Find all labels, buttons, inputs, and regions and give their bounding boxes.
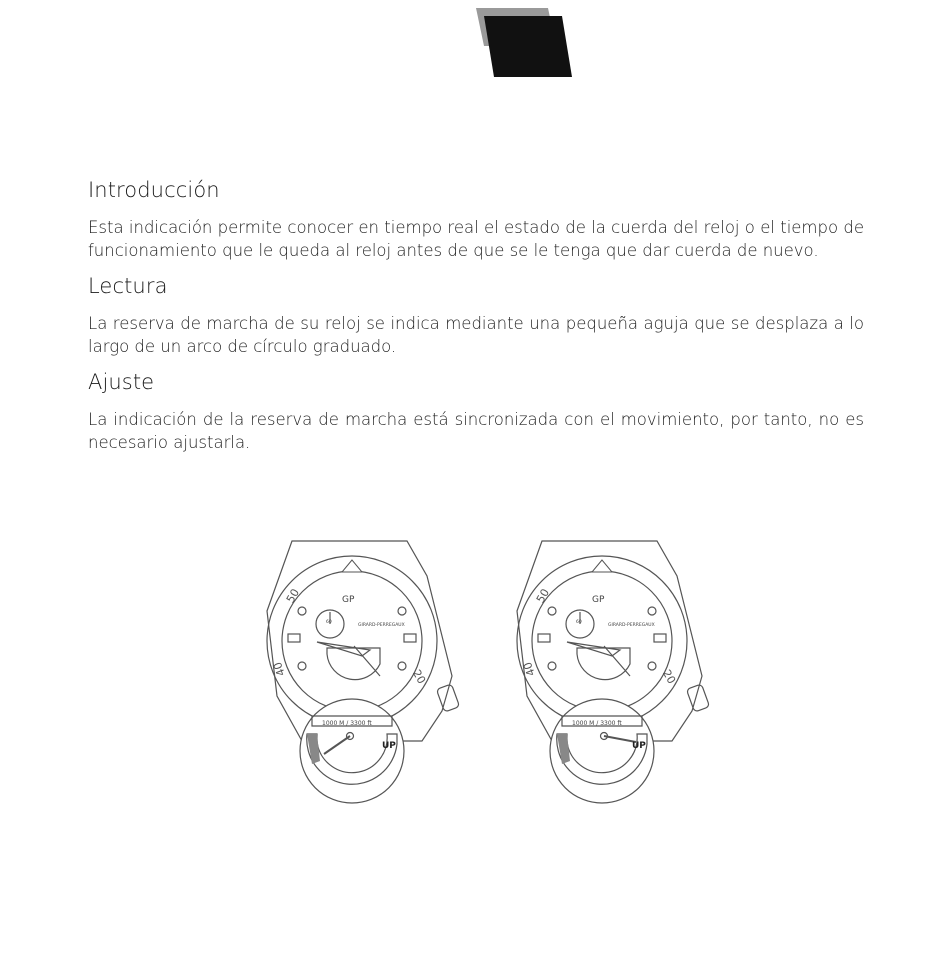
brand-logo: GP [342,595,355,605]
bezel-50: 50 [533,586,553,606]
bezel-50: 50 [283,586,303,606]
brand-name: GIRARD-PERREGAUX [608,623,655,628]
subdial-60: 60 [576,620,582,625]
main-content [88,178,864,466]
bezel-40: 40 [270,660,288,678]
depth-label: 1000 M / 3300 ft [572,720,622,727]
bezel-40: 40 [520,660,538,678]
brand-name: GIRARD-PERREGAUX [358,623,405,628]
bezel-20: 20 [409,667,429,687]
paragraph-ajuste: La indicación de la reserva de marcha está sincronizada con el movimiento, por tanto, no es necesario ajustarla. [88,410,864,452]
watch-illustration-full-reserve [262,536,462,806]
bezel-20: 20 [659,667,679,687]
section-introduccion [88,178,864,262]
subdial-60: 60 [326,620,332,625]
heading-introduccion: Introducción [88,178,220,202]
heading-lectura: Lectura [88,274,168,298]
section-ajuste [88,370,864,454]
depth-label: 1000 M / 3300 ft [322,720,372,727]
section-lectura [88,274,864,358]
brand-logo: GP [592,595,605,605]
up-label: UP [632,741,646,751]
watch-illustration-low-reserve [512,536,712,806]
watch-illustrations [262,536,722,806]
section-tab-marker [470,0,580,80]
heading-ajuste: Ajuste [88,370,155,394]
paragraph-lectura: La reserva de marcha de su reloj se indica mediante una pequeña aguja que se desplaza a lo largo de un arco de círculo graduado. [88,314,864,356]
paragraph-introduccion: Esta indicación permite conocer en tiempo real el estado de la cuerda del reloj o el tiempo de funcionamiento que le queda al reloj antes de que se le tenga que dar cuerda de nuevo. [88,218,864,260]
up-label: UP [382,741,396,751]
